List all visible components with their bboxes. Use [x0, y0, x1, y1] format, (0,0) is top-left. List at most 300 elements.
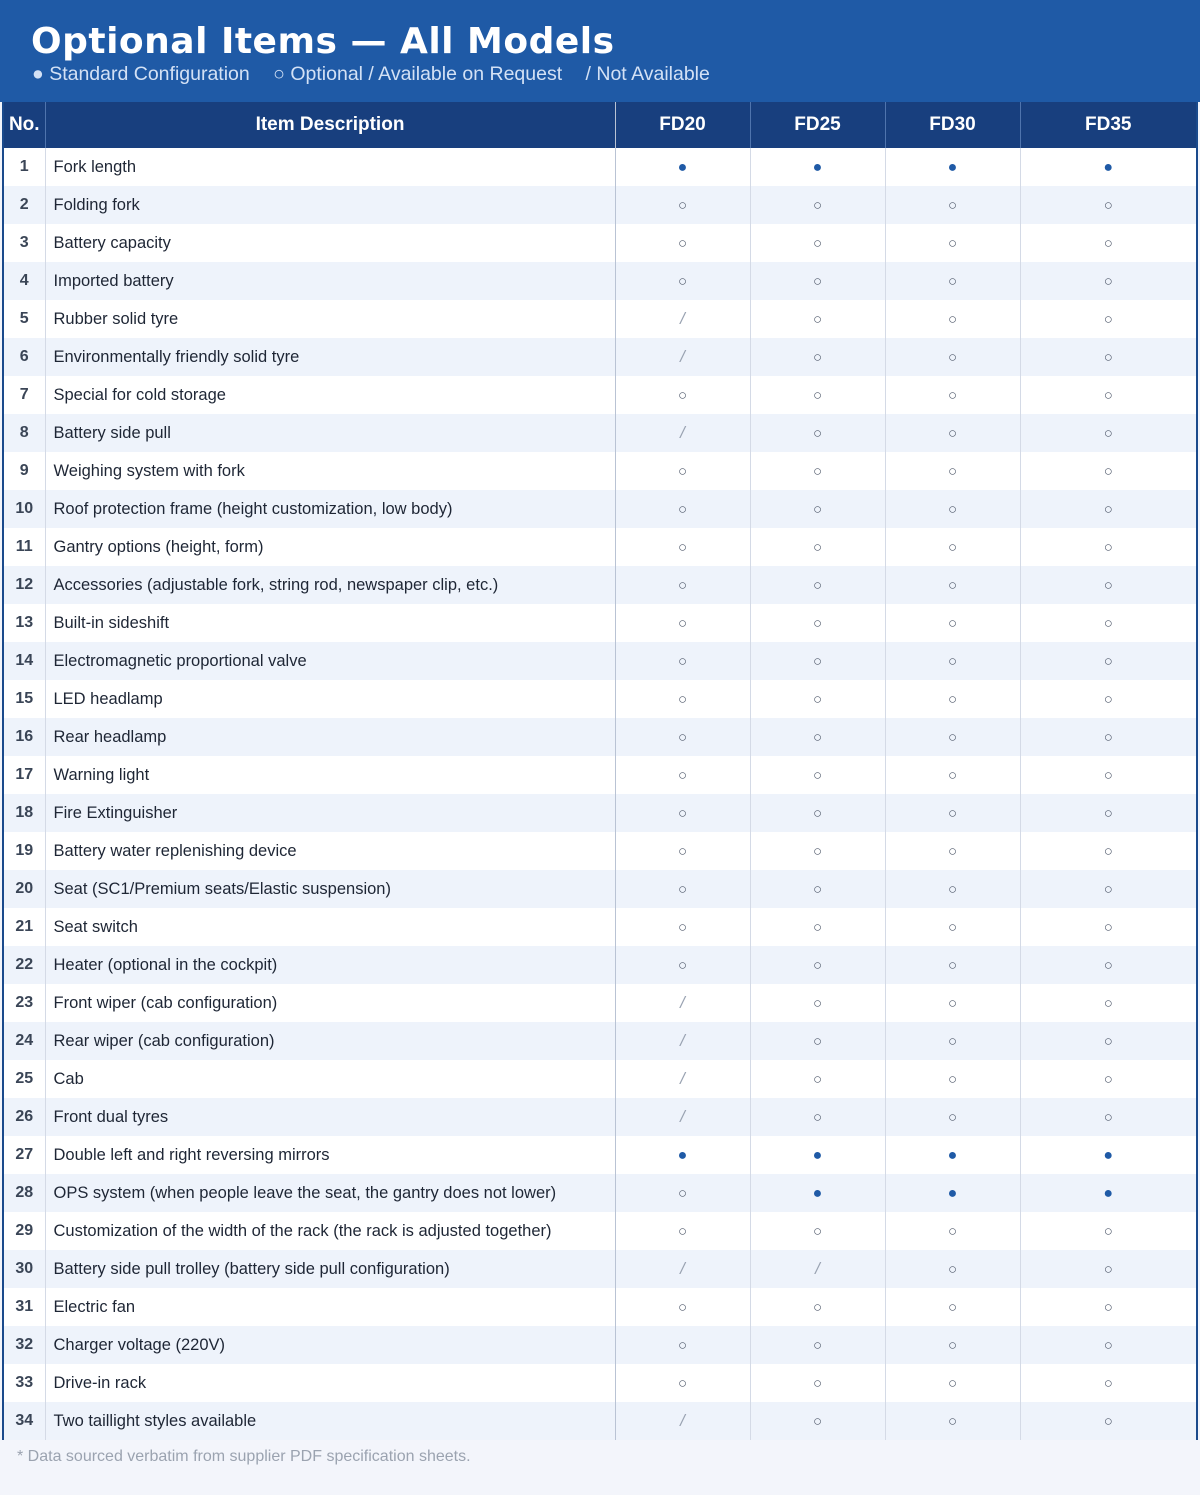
optional-mark-icon: ○ [947, 234, 958, 252]
optional-mark-icon: ○ [812, 690, 823, 708]
availability-cell-fd25 [750, 148, 885, 186]
optional-mark-icon: ○ [947, 424, 958, 442]
optional-mark-icon: ○ [812, 1298, 823, 1316]
row-number: 10 [4, 490, 45, 528]
row-number: 8 [4, 414, 45, 452]
item-description: Gantry options (height, form) [45, 528, 615, 566]
item-description: Battery side pull [45, 414, 615, 452]
availability-cell-fd30 [885, 756, 1020, 794]
table-header-row [4, 102, 1196, 148]
availability-cell-fd20 [615, 224, 750, 262]
availability-cell-fd20 [615, 946, 750, 984]
optional-mark-icon: ○ [1103, 196, 1113, 214]
availability-cell-fd35 [1020, 528, 1196, 566]
availability-cell-fd25 [750, 414, 885, 452]
availability-cell-fd20 [615, 1402, 750, 1440]
item-description: Front dual tyres [45, 1098, 615, 1136]
optional-mark-icon: ○ [812, 234, 823, 252]
optional-mark-icon: ○ [947, 538, 958, 556]
availability-cell-fd30 [885, 1250, 1020, 1288]
item-description: Drive-in rack [45, 1364, 615, 1402]
availability-cell-fd30 [885, 528, 1020, 566]
optional-mark-icon: ○ [947, 614, 958, 632]
column-header-no: No. [4, 102, 45, 148]
optional-mark-icon: ○ [677, 1222, 688, 1240]
item-description: Front wiper (cab configuration) [45, 984, 615, 1022]
optional-mark-icon: ○ [812, 386, 823, 404]
optional-mark-icon: ○ [1103, 842, 1113, 860]
page-header [0, 0, 1200, 102]
item-description: Seat switch [45, 908, 615, 946]
optional-mark-icon: ○ [677, 386, 688, 404]
availability-cell-fd35 [1020, 1022, 1196, 1060]
optional-mark-icon: ○ [1103, 1336, 1113, 1354]
availability-cell-fd20 [615, 1250, 750, 1288]
availability-cell-fd20 [615, 604, 750, 642]
availability-cell-fd30 [885, 262, 1020, 300]
item-description: Heater (optional in the cockpit) [45, 946, 615, 984]
optional-mark-icon: ○ [947, 1412, 958, 1430]
availability-cell-fd30 [885, 1174, 1020, 1212]
legend-not-available: / Not Available [585, 63, 710, 85]
row-number: 11 [4, 528, 45, 566]
optional-mark-icon: ○ [947, 1298, 958, 1316]
optional-mark-icon: ○ [1103, 310, 1113, 328]
item-description: Battery capacity [45, 224, 615, 262]
availability-cell-fd30 [885, 870, 1020, 908]
availability-cell-fd35 [1020, 794, 1196, 832]
availability-cell-fd20 [615, 908, 750, 946]
availability-cell-fd35 [1020, 1136, 1196, 1174]
standard-mark-icon: ● [812, 158, 823, 176]
row-number: 2 [4, 186, 45, 224]
table-row [4, 946, 1196, 984]
row-number: 25 [4, 1060, 45, 1098]
table-row [4, 1060, 1196, 1098]
column-header-fd20: FD20 [615, 102, 750, 148]
row-number: 30 [4, 1250, 45, 1288]
availability-cell-fd20 [615, 1364, 750, 1402]
table-row [4, 300, 1196, 338]
optional-mark-icon: ○ [812, 728, 823, 746]
column-header-fd30: FD30 [885, 102, 1020, 148]
optional-mark-icon: ○ [677, 804, 688, 822]
item-description: Fork length [45, 148, 615, 186]
availability-cell-fd35 [1020, 1402, 1196, 1440]
row-number: 23 [4, 984, 45, 1022]
availability-cell-fd35 [1020, 1060, 1196, 1098]
standard-mark-icon: ● [677, 158, 688, 176]
optional-mark-icon: ○ [812, 956, 823, 974]
table-row [4, 1174, 1196, 1212]
item-description: Folding fork [45, 186, 615, 224]
availability-cell-fd25 [750, 718, 885, 756]
optional-mark-icon: ○ [1103, 1108, 1113, 1126]
table-row [4, 1022, 1196, 1060]
optional-mark-icon: ○ [812, 766, 823, 784]
legend-standard: ● Standard Configuration [32, 63, 250, 85]
optional-mark-icon: ○ [812, 1222, 823, 1240]
optional-mark-icon: ○ [947, 310, 958, 328]
availability-cell-fd20 [615, 642, 750, 680]
optional-mark-icon: ○ [1103, 1374, 1113, 1392]
optional-mark-icon: ○ [947, 918, 958, 936]
availability-cell-fd30 [885, 984, 1020, 1022]
optional-mark-icon: ○ [812, 424, 823, 442]
availability-cell-fd20 [615, 566, 750, 604]
availability-cell-fd35 [1020, 756, 1196, 794]
row-number: 27 [4, 1136, 45, 1174]
table-row [4, 1212, 1196, 1250]
availability-cell-fd20 [615, 1022, 750, 1060]
table-row [4, 718, 1196, 756]
availability-cell-fd25 [750, 1288, 885, 1326]
availability-cell-fd35 [1020, 1174, 1196, 1212]
availability-cell-fd35 [1020, 300, 1196, 338]
optional-mark-icon: ○ [947, 842, 958, 860]
availability-cell-fd25 [750, 224, 885, 262]
row-number: 3 [4, 224, 45, 262]
optional-mark-icon: ○ [947, 348, 958, 366]
optional-mark-icon: ○ [812, 1336, 823, 1354]
optional-mark-icon: ○ [1103, 994, 1113, 1012]
availability-cell-fd30 [885, 1364, 1020, 1402]
optional-mark-icon: ○ [812, 1374, 823, 1392]
optional-mark-icon: ○ [947, 1222, 958, 1240]
not-available-mark: / [680, 1068, 685, 1088]
item-description: Two taillight styles available [45, 1402, 615, 1440]
availability-cell-fd30 [885, 1402, 1020, 1440]
availability-cell-fd30 [885, 186, 1020, 224]
availability-cell-fd35 [1020, 224, 1196, 262]
item-description: Electromagnetic proportional valve [45, 642, 615, 680]
row-number: 31 [4, 1288, 45, 1326]
standard-mark-icon: ● [947, 1146, 958, 1164]
availability-cell-fd35 [1020, 186, 1196, 224]
not-available-mark: / [680, 422, 685, 442]
availability-cell-fd30 [885, 1136, 1020, 1174]
not-available-mark: / [680, 308, 685, 328]
table-row [4, 984, 1196, 1022]
optional-mark-icon: ○ [947, 690, 958, 708]
availability-cell-fd35 [1020, 414, 1196, 452]
availability-cell-fd20 [615, 452, 750, 490]
item-description: Warning light [45, 756, 615, 794]
table-row [4, 490, 1196, 528]
item-description: Seat (SC1/Premium seats/Elastic suspension) [45, 870, 615, 908]
availability-cell-fd25 [750, 604, 885, 642]
optional-mark-icon: ○ [947, 994, 958, 1012]
availability-cell-fd35 [1020, 870, 1196, 908]
item-description: Weighing system with fork [45, 452, 615, 490]
row-number: 22 [4, 946, 45, 984]
optional-mark-icon: ○ [1103, 424, 1113, 442]
optional-mark-icon: ○ [812, 500, 823, 518]
availability-cell-fd25 [750, 300, 885, 338]
availability-cell-fd35 [1020, 1326, 1196, 1364]
availability-cell-fd25 [750, 490, 885, 528]
row-number: 17 [4, 756, 45, 794]
not-available-mark: / [680, 1258, 685, 1278]
standard-mark-icon: ● [677, 1146, 688, 1164]
availability-cell-fd30 [885, 1326, 1020, 1364]
availability-cell-fd20 [615, 148, 750, 186]
availability-cell-fd25 [750, 908, 885, 946]
table-row [4, 1364, 1196, 1402]
table-row [4, 1098, 1196, 1136]
availability-cell-fd35 [1020, 680, 1196, 718]
options-table-container [2, 102, 1198, 1440]
availability-cell-fd25 [750, 186, 885, 224]
optional-mark-icon: ○ [1103, 348, 1113, 366]
row-number: 29 [4, 1212, 45, 1250]
availability-cell-fd30 [885, 1288, 1020, 1326]
availability-cell-fd30 [885, 946, 1020, 984]
availability-cell-fd35 [1020, 908, 1196, 946]
optional-mark-icon: ○ [947, 1260, 958, 1278]
table-row [4, 528, 1196, 566]
optional-mark-icon: ○ [812, 310, 823, 328]
row-number: 26 [4, 1098, 45, 1136]
optional-mark-icon: ○ [677, 1336, 688, 1354]
availability-cell-fd25 [750, 1364, 885, 1402]
availability-cell-fd35 [1020, 642, 1196, 680]
availability-cell-fd25 [750, 832, 885, 870]
availability-cell-fd25 [750, 1098, 885, 1136]
optional-mark-icon: ○ [1103, 576, 1113, 594]
availability-cell-fd30 [885, 338, 1020, 376]
table-row [4, 642, 1196, 680]
availability-cell-fd25 [750, 1060, 885, 1098]
optional-mark-icon: ○ [677, 1298, 688, 1316]
availability-cell-fd30 [885, 908, 1020, 946]
availability-cell-fd20 [615, 490, 750, 528]
availability-cell-fd25 [750, 1174, 885, 1212]
optional-mark-icon: ○ [947, 196, 958, 214]
optional-mark-icon: ○ [812, 880, 823, 898]
availability-cell-fd35 [1020, 1098, 1196, 1136]
column-header-fd35: FD35 [1020, 102, 1196, 148]
availability-cell-fd20 [615, 1288, 750, 1326]
optional-mark-icon: ○ [677, 272, 688, 290]
availability-cell-fd35 [1020, 338, 1196, 376]
table-row [4, 452, 1196, 490]
row-number: 14 [4, 642, 45, 680]
availability-cell-fd35 [1020, 452, 1196, 490]
availability-cell-fd20 [615, 414, 750, 452]
optional-mark-icon: ○ [677, 1374, 688, 1392]
optional-mark-icon: ○ [1103, 728, 1113, 746]
optional-mark-icon: ○ [812, 614, 823, 632]
optional-mark-icon: ○ [1103, 766, 1113, 784]
optional-mark-icon: ○ [1103, 956, 1113, 974]
optional-mark-icon: ○ [1103, 538, 1113, 556]
item-description: Electric fan [45, 1288, 615, 1326]
optional-mark-icon: ○ [677, 614, 688, 632]
optional-mark-icon: ○ [812, 576, 823, 594]
row-number: 6 [4, 338, 45, 376]
optional-mark-icon: ○ [677, 766, 688, 784]
optional-mark-icon: ○ [677, 880, 688, 898]
table-row [4, 566, 1196, 604]
not-available-mark: / [815, 1258, 820, 1278]
item-description: Double left and right reversing mirrors [45, 1136, 615, 1174]
optional-mark-icon: ○ [947, 1374, 958, 1392]
item-description: Charger voltage (220V) [45, 1326, 615, 1364]
availability-cell-fd20 [615, 528, 750, 566]
availability-cell-fd20 [615, 1212, 750, 1250]
optional-mark-icon: ○ [1103, 1298, 1113, 1316]
optional-mark-icon: ○ [812, 1032, 823, 1050]
row-number: 19 [4, 832, 45, 870]
row-number: 13 [4, 604, 45, 642]
optional-mark-icon: ○ [947, 766, 958, 784]
item-description: Environmentally friendly solid tyre [45, 338, 615, 376]
availability-cell-fd35 [1020, 604, 1196, 642]
availability-cell-fd30 [885, 642, 1020, 680]
table-row [4, 832, 1196, 870]
optional-mark-icon: ○ [947, 272, 958, 290]
item-description: LED headlamp [45, 680, 615, 718]
not-available-mark: / [680, 1030, 685, 1050]
table-row [4, 338, 1196, 376]
optional-mark-icon: ○ [1103, 462, 1113, 480]
availability-cell-fd20 [615, 1136, 750, 1174]
optional-mark-icon: ○ [677, 690, 688, 708]
availability-cell-fd20 [615, 262, 750, 300]
optional-mark-icon: ○ [677, 234, 688, 252]
availability-cell-fd30 [885, 1212, 1020, 1250]
availability-cell-fd25 [750, 756, 885, 794]
availability-cell-fd35 [1020, 984, 1196, 1022]
optional-mark-icon: ○ [1103, 386, 1113, 404]
table-row [4, 870, 1196, 908]
availability-cell-fd35 [1020, 832, 1196, 870]
availability-cell-fd20 [615, 338, 750, 376]
availability-cell-fd35 [1020, 718, 1196, 756]
availability-cell-fd25 [750, 338, 885, 376]
availability-cell-fd30 [885, 490, 1020, 528]
row-number: 15 [4, 680, 45, 718]
not-available-mark: / [680, 1410, 685, 1430]
table-row [4, 376, 1196, 414]
standard-mark-icon: ● [947, 158, 958, 176]
availability-cell-fd25 [750, 566, 885, 604]
legend-optional: ○ Optional / Available on Request [273, 63, 563, 85]
table-row [4, 1136, 1196, 1174]
optional-mark-icon: ○ [947, 1032, 958, 1050]
table-row [4, 414, 1196, 452]
availability-cell-fd20 [615, 718, 750, 756]
availability-cell-fd35 [1020, 566, 1196, 604]
row-number: 18 [4, 794, 45, 832]
optional-mark-icon: ○ [677, 728, 688, 746]
availability-cell-fd30 [885, 148, 1020, 186]
availability-cell-fd30 [885, 718, 1020, 756]
optional-mark-icon: ○ [947, 500, 958, 518]
availability-cell-fd20 [615, 1098, 750, 1136]
row-number: 12 [4, 566, 45, 604]
availability-cell-fd25 [750, 1326, 885, 1364]
optional-mark-icon: ○ [1103, 272, 1113, 290]
optional-mark-icon: ○ [677, 1184, 688, 1202]
optional-mark-icon: ○ [677, 538, 688, 556]
availability-cell-fd30 [885, 680, 1020, 718]
item-description: Customization of the width of the rack (the rack is adjusted together) [45, 1212, 615, 1250]
availability-cell-fd30 [885, 300, 1020, 338]
availability-cell-fd25 [750, 1022, 885, 1060]
item-description: Battery side pull trolley (battery side pull configuration) [45, 1250, 615, 1288]
availability-cell-fd20 [615, 794, 750, 832]
availability-cell-fd35 [1020, 946, 1196, 984]
optional-mark-icon: ○ [1103, 1222, 1113, 1240]
availability-cell-fd25 [750, 1402, 885, 1440]
standard-mark-icon: ● [1103, 1184, 1114, 1202]
optional-mark-icon: ○ [1103, 880, 1113, 898]
availability-cell-fd25 [750, 528, 885, 566]
optional-mark-icon: ○ [812, 842, 823, 860]
availability-cell-fd35 [1020, 1288, 1196, 1326]
options-table [4, 102, 1196, 1440]
table-row [4, 680, 1196, 718]
row-number: 21 [4, 908, 45, 946]
availability-cell-fd25 [750, 1136, 885, 1174]
availability-cell-fd20 [615, 870, 750, 908]
availability-cell-fd20 [615, 1326, 750, 1364]
availability-cell-fd20 [615, 756, 750, 794]
availability-cell-fd20 [615, 984, 750, 1022]
optional-mark-icon: ○ [947, 804, 958, 822]
optional-mark-icon: ○ [1103, 652, 1113, 670]
optional-mark-icon: ○ [812, 538, 823, 556]
table-row [4, 148, 1196, 186]
availability-cell-fd30 [885, 794, 1020, 832]
optional-mark-icon: ○ [677, 842, 688, 860]
availability-cell-fd35 [1020, 1250, 1196, 1288]
optional-mark-icon: ○ [677, 652, 688, 670]
item-description: Imported battery [45, 262, 615, 300]
optional-mark-icon: ○ [812, 1108, 823, 1126]
optional-mark-icon: ○ [812, 462, 823, 480]
row-number: 4 [4, 262, 45, 300]
row-number: 16 [4, 718, 45, 756]
footnote: * Data sourced verbatim from supplier PDF specification sheets. [17, 1448, 471, 1465]
availability-cell-fd20 [615, 300, 750, 338]
optional-mark-icon: ○ [947, 576, 958, 594]
optional-mark-icon: ○ [947, 956, 958, 974]
table-row [4, 604, 1196, 642]
optional-mark-icon: ○ [1103, 804, 1113, 822]
optional-mark-icon: ○ [1103, 1260, 1113, 1278]
availability-cell-fd20 [615, 186, 750, 224]
item-description: Rubber solid tyre [45, 300, 615, 338]
availability-cell-fd30 [885, 604, 1020, 642]
optional-mark-icon: ○ [1103, 234, 1113, 252]
optional-mark-icon: ○ [1103, 1070, 1113, 1088]
optional-mark-icon: ○ [1103, 1412, 1113, 1430]
not-available-mark: / [680, 992, 685, 1012]
optional-mark-icon: ○ [947, 880, 958, 898]
optional-mark-icon: ○ [947, 1070, 958, 1088]
table-row [4, 1402, 1196, 1440]
row-number: 33 [4, 1364, 45, 1402]
row-number: 9 [4, 452, 45, 490]
row-number: 5 [4, 300, 45, 338]
availability-cell-fd25 [750, 1250, 885, 1288]
availability-cell-fd20 [615, 1174, 750, 1212]
table-row [4, 224, 1196, 262]
optional-mark-icon: ○ [677, 576, 688, 594]
